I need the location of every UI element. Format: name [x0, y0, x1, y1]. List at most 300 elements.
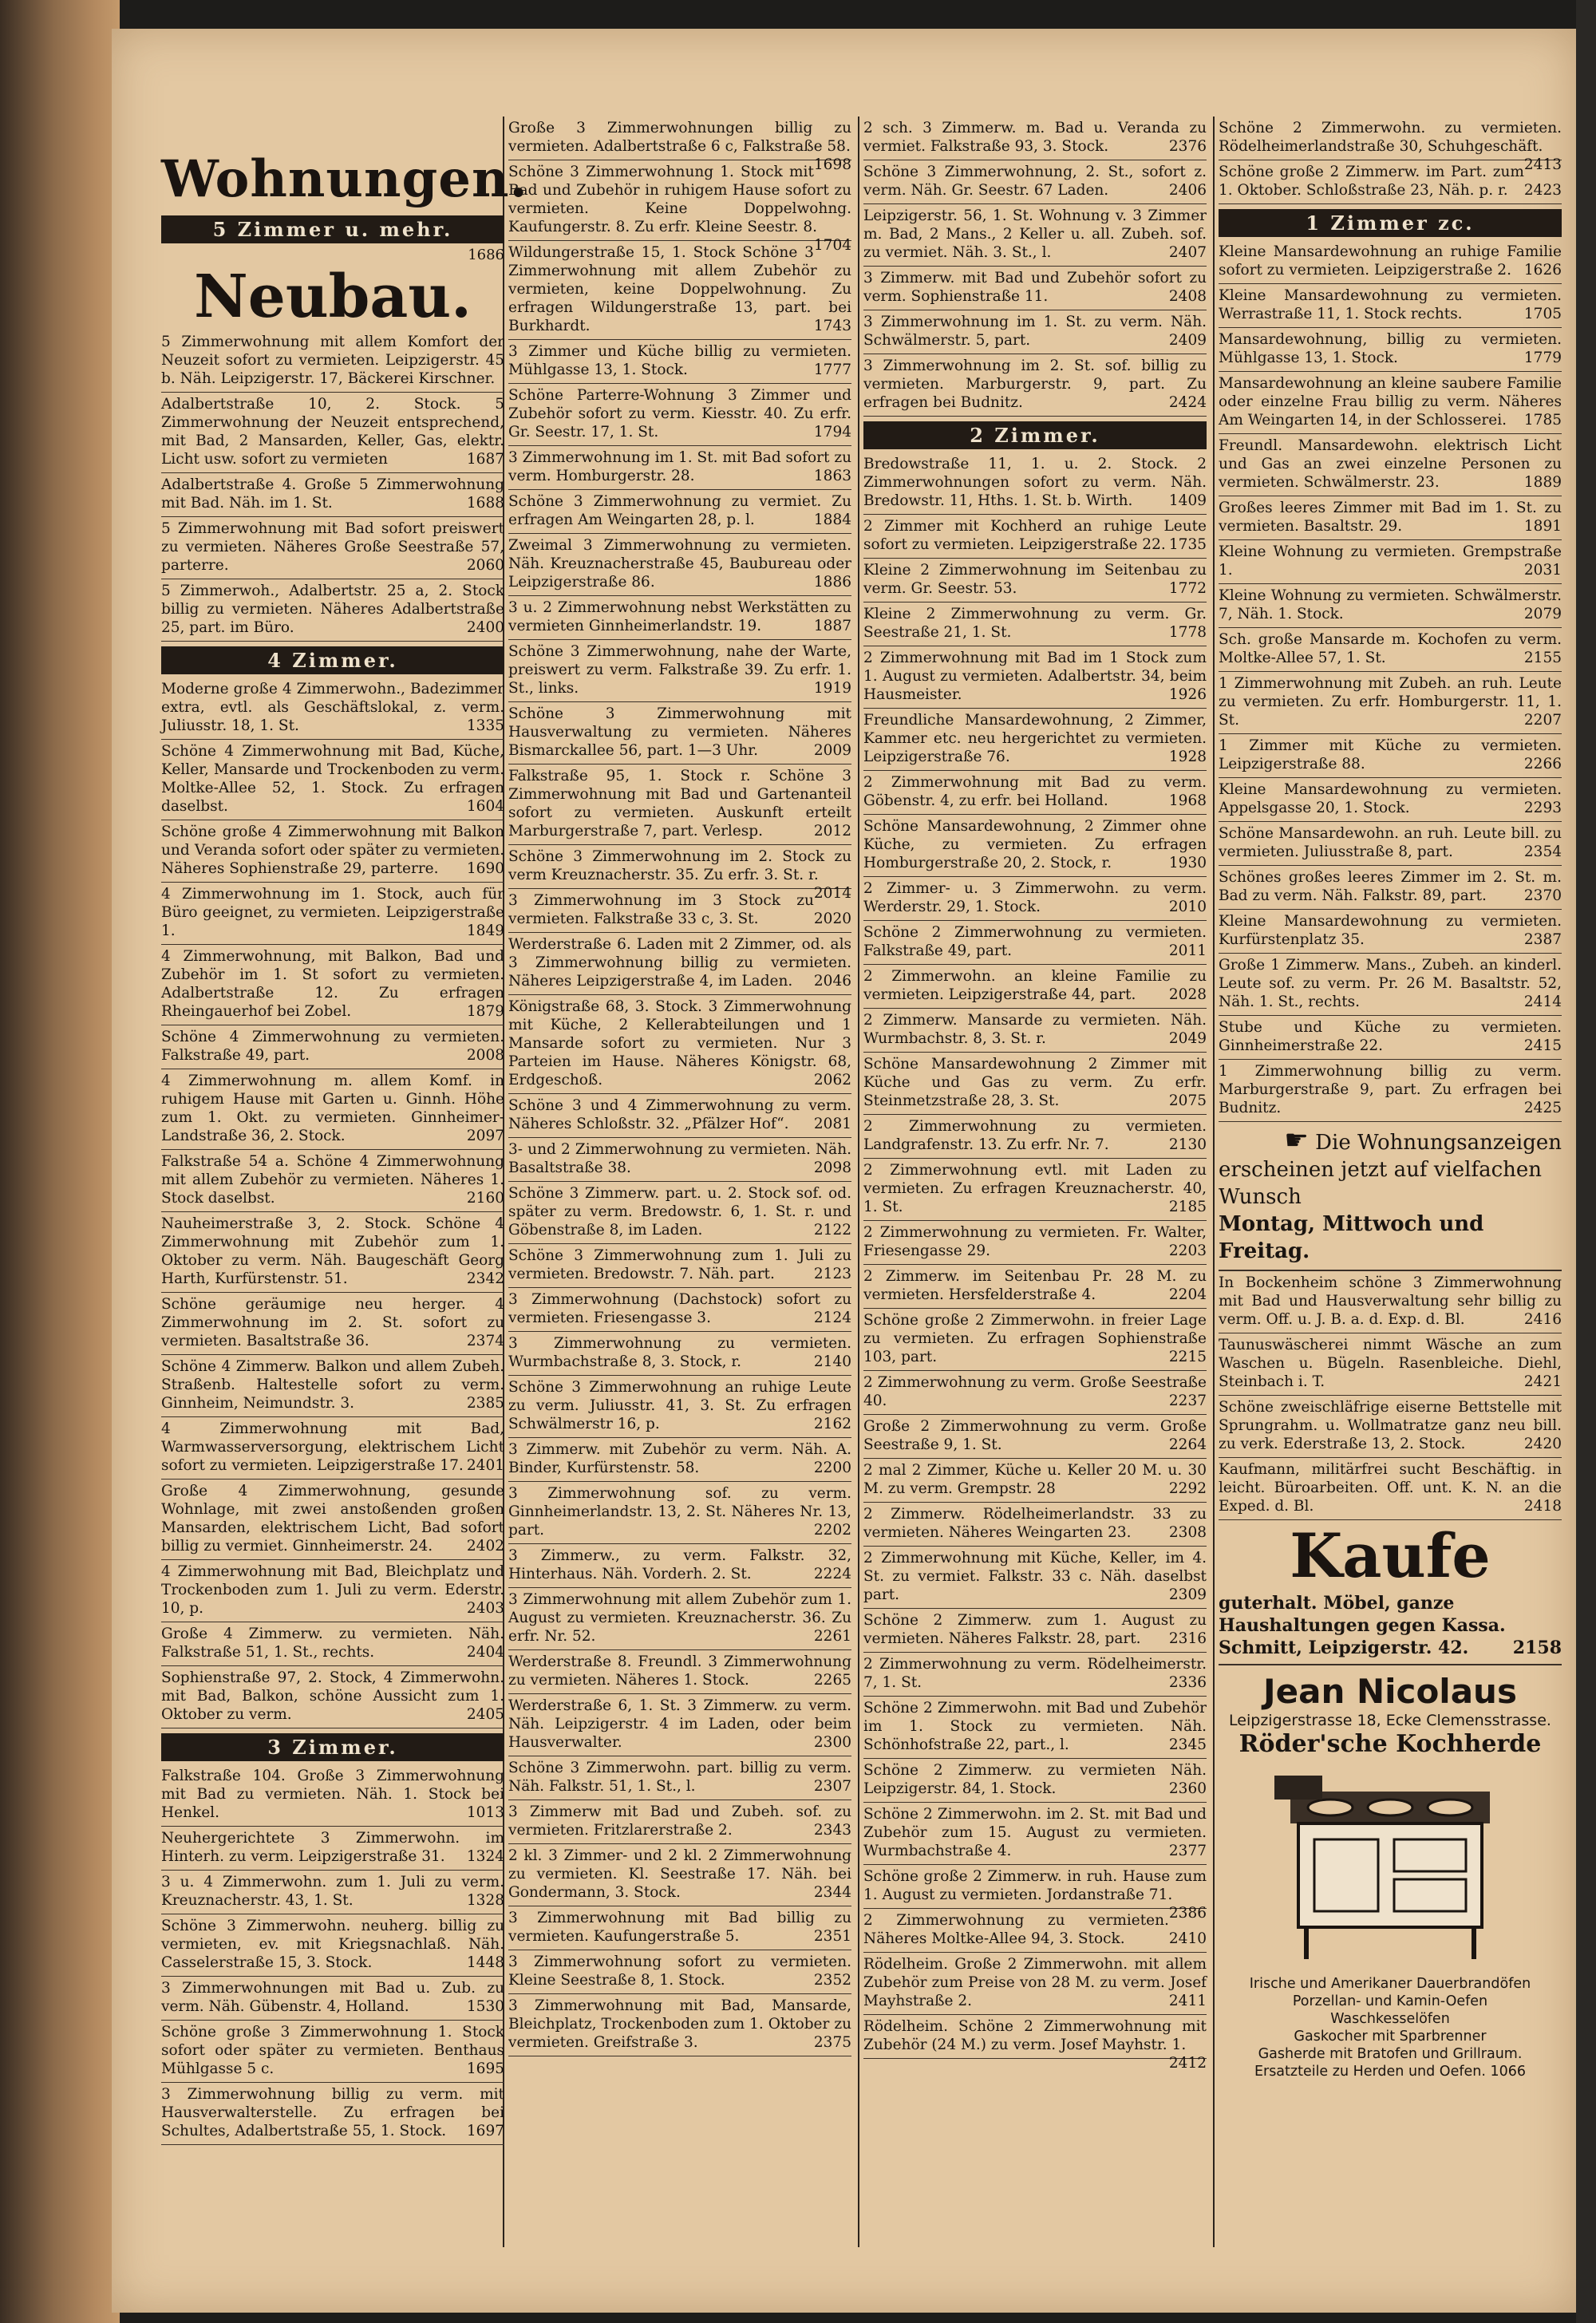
- ad-number: 2386: [1168, 1905, 1207, 1922]
- ad-number: 2265: [813, 1672, 851, 1689]
- ad-number: 1688: [466, 495, 504, 512]
- ad-text: Bredowstraße 11, 1. u. 2. Stock. 2 Zimmerwohnungen sofort zu verm. Näh. Bredowstr. 11, Hths. 1. St. b. Wirth.: [863, 456, 1207, 509]
- ad-text: Mansardewohnung, billig zu vermieten. Mühlgasse 13, 1. Stock.: [1219, 331, 1562, 366]
- ad-number: 2266: [1523, 756, 1562, 772]
- classified-ad: [161, 1914, 504, 1977]
- classified-ad: [863, 921, 1207, 965]
- ad-text: Mansardewohnung an kleine saubere Familie oder einzelne Frau billig zu verm. Näheres Am Weingarten 14, in der Schlosserei.: [1219, 375, 1562, 429]
- classified-ad: [863, 1221, 1207, 1265]
- ad-number: 2370: [1523, 887, 1562, 904]
- classified-ad: [863, 1865, 1207, 1922]
- ad-number: 1690: [466, 860, 504, 877]
- ad-text: Schöne 3 Zimmerwohnung 1. Stock mit Bad und Zubehör in ruhigem Hause sofort zu vermieten. Keine Doppelwohng. Kaufungerstr. 8. Zu erfr. Kleine Seestr. 8.: [508, 164, 851, 235]
- ad-text: Schöne 2 Zimmerwohnung zu vermieten. Falkstraße 49, part.: [863, 924, 1207, 959]
- advertiser-name: Jean Nicolaus: [1263, 1672, 1517, 1711]
- ad-number: 2414: [1523, 994, 1562, 1010]
- notice-line-2: erscheinen jetzt auf vielfachen Wunsch: [1219, 1158, 1543, 1209]
- ad-text: 5 Zimmerwoh., Adalbertstr. 25 a, 2. Stock billig zu vermieten. Näheres Adalbertstraße 25, part. im Büro.: [161, 583, 504, 636]
- ad-list-col3: [863, 117, 1207, 2072]
- ad-number: 2424: [1168, 394, 1207, 411]
- ad-number: 1697: [466, 2123, 504, 2139]
- classified-ad: [161, 820, 504, 883]
- kaufe-ad: [1219, 1592, 1562, 1665]
- ad-number: 1919: [813, 680, 851, 697]
- ad-text: Falkstraße 95, 1. Stock r. Schöne 3 Zimmerwohnung mit Bad und Gartenanteil sofort zu vermieten. Auskunft erteilt Marburgerstraße 7, part. Verlesp.: [508, 768, 851, 840]
- ad-number: 1849: [466, 922, 504, 939]
- classified-ad: [508, 1438, 851, 1482]
- ad-text: 4 Zimmerwohnung mit Bad, Bleichplatz und Trockenboden zum 1. Juli zu verm. Ederstr. 10, p.: [161, 1563, 504, 1617]
- ad-text: Schöne Mansardewohnung, 2 Zimmer ohne Küche, zu vermieten. Zu erfragen Homburgerstraße 20, 2. Stock, r.: [863, 818, 1207, 871]
- classified-ad: [161, 1150, 504, 1212]
- ad-number: 2410: [1168, 1930, 1207, 1947]
- ad-text: Große 4 Zimmerwohnung, gesunde Wohnlage, mit zwei anstoßenden großen Mansarden, elektrischem Licht, Bad sofort billig zu vermiet. Ginnheimerstr. 24.: [161, 1483, 504, 1555]
- ad-number: 2028: [1168, 986, 1207, 1003]
- classified-ad: [508, 702, 851, 764]
- ad-text: Schöne 2 Zimmerw. zu vermieten Näh. Leipzigerstr. 84, 1. Stock.: [863, 1762, 1207, 1797]
- product-line: Porzellan- und Kamin-Oefen: [1292, 1993, 1488, 2009]
- ad-text: 2 Zimmerwohnung evtl. mit Laden zu vermieten. Zu erfragen Kreuznacherstr. 40, 1. St.: [863, 1162, 1207, 1215]
- classified-ad: [863, 1009, 1207, 1053]
- classified-ad: [863, 515, 1207, 559]
- classified-ad: [161, 393, 504, 473]
- classified-ad: [161, 1560, 504, 1622]
- ad-number: 2203: [1168, 1242, 1207, 1259]
- ad-number: 2010: [1168, 899, 1207, 915]
- ad-number: 2308: [1168, 1524, 1207, 1541]
- classified-ad: [863, 1503, 1207, 1547]
- ad-text: 5 Zimmerwohnung mit Bad sofort preiswert zu vermieten. Näheres Große Seestraße 57, parterre.: [161, 520, 504, 574]
- ad-text: 3 Zimmerwohnung im 3 Stock zu vermieten. Falkstraße 33 c, 3. St.: [508, 892, 814, 927]
- ad-text: 3 Zimmerw. mit Bad und Zubehör sofort zu verm. Sophienstraße 11.: [863, 270, 1207, 305]
- section-label: 5 Zimmer u. mehr.: [212, 218, 453, 241]
- classified-ad: [863, 310, 1207, 354]
- ad-number: 1328: [466, 1892, 504, 1909]
- ad-number: 1779: [1523, 350, 1562, 366]
- ad-number: 1324: [466, 1848, 504, 1865]
- classified-ad: [1219, 540, 1562, 584]
- ad-number: 2418: [1523, 1498, 1562, 1515]
- ad-number: 2261: [813, 1628, 851, 1645]
- ad-number: 2046: [813, 973, 851, 990]
- notice-box: [1219, 1122, 1562, 1271]
- ad-text: Schöne Parterre-Wohnung 3 Zimmer und Zubehör sofort zu verm. Kiesstr. 40. Zu erfr. Gr. Seestr. 17, 1. St.: [508, 387, 851, 441]
- ad-text: Schöne große 3 Zimmerwohnung 1. Stock sofort oder später zu vermieten. Benthaus Mühlgasse 5 c.: [161, 2024, 504, 2077]
- ad-text: Schöne 3 Zimmerwohn. part. billig zu verm. Näh. Falkstr. 51, 1. St., l.: [508, 1760, 851, 1795]
- ad-number: 2009: [813, 742, 851, 759]
- ad-number: 2215: [1168, 1349, 1207, 1365]
- ad-number: 1530: [466, 1998, 504, 2015]
- ad-text: In Bockenheim schöne 3 Zimmerwohnung mit Bad und Hausverwaltung sehr billig zu verm. Off. u. J. B. a. d. Exp. d. Bl.: [1219, 1274, 1562, 1328]
- ad-text: Schöne 4 Zimmerwohnung zu vermieten. Falkstraße 49, part.: [161, 1029, 504, 1064]
- classified-ad: [1219, 672, 1562, 734]
- classified-ad: [508, 1694, 851, 1756]
- stove-illustration: [1258, 1768, 1522, 1967]
- notice-line-1: Die Wohnungsanzeigen: [1315, 1131, 1562, 1155]
- ad-number: 1891: [1523, 518, 1562, 535]
- ad-text: Werderstraße 8. Freundl. 3 Zimmerwohnung zu vermieten. Näheres 1. Stock.: [508, 1653, 851, 1689]
- classified-ad: [508, 1950, 851, 1994]
- ad-number: 2008: [466, 1047, 504, 1064]
- ad-number: 1785: [1523, 412, 1562, 429]
- classified-ad: [863, 709, 1207, 771]
- ad-number: 2140: [813, 1353, 851, 1370]
- classified-ad: [863, 1609, 1207, 1653]
- ad-text: Kleine Mansardewohnung an ruhige Familie sofort zu vermieten. Leipzigerstraße 2.: [1219, 243, 1562, 279]
- column-2: [508, 117, 851, 2056]
- ad-number: 2224: [813, 1566, 851, 1582]
- ad-number: 1884: [813, 512, 851, 528]
- ad-text: 2 Zimmerw. Rödelheimerlandstr. 33 zu vermieten. Näheres Weingarten 23.: [863, 1506, 1207, 1541]
- classified-ad: [1219, 496, 1562, 540]
- classified-ad: [161, 1827, 504, 1871]
- ad-number: 2081: [813, 1116, 851, 1132]
- classified-ad: [161, 1764, 504, 1827]
- ad-number: 1926: [1168, 686, 1207, 703]
- ad-number: 2207: [1523, 712, 1562, 729]
- ad-text: 2 Zimmer mit Kochherd an ruhige Leute sofort zu vermieten. Leipzigerstraße 22.: [863, 518, 1207, 553]
- ad-text: 3 Zimmer und Küche billig zu vermieten. Mühlgasse 13, 1. Stock.: [508, 343, 851, 378]
- ad-number: 1928: [1168, 749, 1207, 765]
- ad-text: 2 Zimmerwohnung mit Bad zu verm. Göbenstr. 4, zu erfr. bei Holland.: [863, 774, 1207, 809]
- ad-number: 2185: [1168, 1199, 1207, 1215]
- classified-ad: [508, 1094, 851, 1138]
- ad-text: 3 Zimmerwohnung mit allem Zubehör zum 1. August zu vermieten. Kreuznacherstr. 36. Zu erfr. Nr. 52.: [508, 1591, 851, 1645]
- classified-ad: [508, 764, 851, 845]
- ad-number: 1604: [466, 798, 504, 815]
- classified-ad: [161, 740, 504, 820]
- classified-ad: [863, 160, 1207, 204]
- classified-ad: [863, 965, 1207, 1009]
- classified-ad: [1219, 1016, 1562, 1060]
- classified-ad: [863, 1265, 1207, 1309]
- ad-number: 1772: [1168, 580, 1207, 597]
- ad-number: 2264: [1168, 1436, 1207, 1453]
- ad-number: 2402: [466, 1538, 504, 1555]
- ad-number: 1335: [466, 717, 504, 734]
- classified-ad: [508, 384, 851, 446]
- classified-ad: [161, 1355, 504, 1417]
- ad-number: 2336: [1168, 1674, 1207, 1691]
- ad-text: Kleine Mansardewohnung zu vermieten. Werrastraße 11, 1. Stock rechts.: [1219, 287, 1562, 322]
- ad-text: 3 Zimmerw., zu verm. Falkstr. 32, Hinterhaus. Näh. Vorderh. 2. St.: [508, 1547, 851, 1582]
- ad-number: 2300: [813, 1734, 851, 1751]
- ad-number: 2011: [1168, 942, 1207, 959]
- ad-text: Schöne 3 Zimmerwohnung an ruhige Leute zu verm. Juliusstr. 41, 3. St. Zu erfragen Schwälmerstr 16, p.: [508, 1379, 851, 1432]
- classified-ad: [161, 1293, 504, 1355]
- ad-number: 2098: [813, 1160, 851, 1176]
- kaufe-text: guterhalt. Möbel, ganze Haushaltungen gegen Kassa. Schmitt, Leipzigerstr. 42.: [1219, 1593, 1506, 1658]
- ad-number: 1687: [466, 451, 504, 468]
- ad-number: 2376: [1168, 138, 1207, 155]
- ad-number: 2060: [466, 557, 504, 574]
- ad-text: Adalbertstraße 4. Große 5 Zimmerwohnung mit Bad. Näh. im 1. St.: [161, 476, 504, 512]
- ad-text: Schöne große 2 Zimmerwohn. in freier Lage zu vermieten. Zu erfragen Sophienstraße 103, part.: [863, 1312, 1207, 1365]
- classified-ad: [508, 117, 851, 173]
- ad-text: Schöne 4 Zimmerwohnung mit Bad, Küche, Keller, Mansarde und Trockenboden zu verm. Moltke-Allee 52, 1. Stock. Zu erfragen daselbst.: [161, 743, 504, 815]
- classified-ad: [161, 330, 504, 393]
- classified-ad: [863, 1115, 1207, 1159]
- product-line: Ersatzteile zu Herden und Oefen.: [1254, 2064, 1486, 2080]
- newspaper-page: [112, 29, 1576, 2313]
- pointing-hand-icon: ☛: [1284, 1124, 1309, 1156]
- ad-text: Große 4 Zimmerw. zu vermieten. Näh. Falkstraße 51, 1. St., rechts.: [161, 1626, 504, 1661]
- ad-text: Schöne große 2 Zimmerw. im Part. zum 1. Oktober. Schloßstraße 23, Näh. p. r.: [1219, 164, 1524, 199]
- classified-ad: [863, 1547, 1207, 1609]
- ad-number: 1409: [1168, 492, 1207, 509]
- classified-ad: [161, 517, 504, 579]
- classified-ad: [863, 267, 1207, 310]
- ad-text: Schöne 3 Zimmerwohnung, 2. St., sofort z. verm. Näh. Gr. Seestr. 67 Laden.: [863, 164, 1207, 199]
- section-header: 2 Zimmer.: [863, 421, 1207, 449]
- ad-text: Schöne Mansardewohn. an ruh. Leute bill. zu vermieten. Juliusstraße 8, part.: [1219, 825, 1562, 860]
- ad-number: 1743: [813, 318, 851, 334]
- ad-number: 2292: [1168, 1480, 1207, 1497]
- ad-number: 2012: [813, 823, 851, 840]
- classified-ad: [1219, 328, 1562, 372]
- classified-ad: [1219, 910, 1562, 954]
- classified-ad: [508, 1844, 851, 1906]
- ad-number: 2404: [466, 1644, 504, 1661]
- ad-list-col1: [161, 330, 504, 2145]
- classified-ad: [1219, 584, 1562, 628]
- ad-number: 1863: [813, 468, 851, 484]
- ad-text: 3 Zimmerwohnung im 1. St. mit Bad sofort zu verm. Homburgerstr. 28.: [508, 449, 851, 484]
- ad-number: 2420: [1523, 1436, 1562, 1452]
- ad-text: Große 1 Zimmerw. Mans., Zubeh. an kinderl. Leute sof. zu verm. Pr. 26 M. Basaltstr. 52, Näh. 1. St., rechts.: [1219, 957, 1562, 1010]
- ad-text: 3 Zimmerwohnung sofort zu vermieten. Kleine Seestraße 8, 1. Stock.: [508, 1954, 851, 1989]
- ad-text: 2 Zimmerwohnung mit Küche, Keller, im 4. St. zu vermiet. Falkstr. 33 c. Näh. daselbst part.: [863, 1550, 1207, 1603]
- classified-ad: [1219, 1458, 1562, 1520]
- ad-number: 2342: [466, 1270, 504, 1287]
- classified-ad: [161, 883, 504, 945]
- ad-number: 2415: [1523, 1037, 1562, 1054]
- ad-text: Schönes großes leeres Zimmer im 2. St. m. Bad zu verm. Näh. Falkstr. 89, part.: [1219, 869, 1562, 904]
- page-title: Wohnungen.: [161, 149, 528, 209]
- classified-ad: [508, 889, 851, 933]
- jean-nicolaus-ad: [1219, 1672, 1562, 2080]
- ad-number: 2124: [813, 1310, 851, 1326]
- ad-number: 2374: [466, 1333, 504, 1349]
- classified-ad: [863, 771, 1207, 815]
- ad-number: 2411: [1168, 1993, 1207, 2009]
- ad-number: 2237: [1168, 1393, 1207, 1409]
- ad-text: 1 Zimmer mit Küche zu vermieten. Leipzigerstraße 88.: [1219, 737, 1562, 772]
- ad-text: Schöne Mansardewohnung 2 Zimmer mit Küche und Gas zu verm. Zu erfr. Steinmetzstraße 28, 3. St.: [863, 1056, 1207, 1109]
- classified-ad: [161, 1666, 504, 1728]
- classified-ad: [863, 646, 1207, 709]
- classified-ad: [508, 1994, 851, 2056]
- book-binding: [0, 0, 120, 2323]
- ad-text: 2 Zimmerwohnung zu vermieten. Landgrafenstr. 13. Zu erfr. Nr. 7.: [863, 1118, 1207, 1153]
- classified-ad: [161, 1069, 504, 1150]
- product-line: Waschkesselöfen: [1330, 2011, 1450, 2027]
- ad-number: 2155: [1523, 650, 1562, 666]
- classified-ad: [161, 2021, 504, 2083]
- ad-text: 3 Zimmerwohnung mit Bad billig zu vermieten. Kaufungerstraße 5.: [508, 1910, 851, 1945]
- ad-text: 2 Zimmerwohn. an kleine Familie zu vermieten. Leipzigerstraße 44, part.: [863, 968, 1207, 1003]
- classified-ad: [863, 117, 1207, 160]
- section-header: 4 Zimmer.: [161, 646, 504, 674]
- ad-number: 2377: [1168, 1843, 1207, 1859]
- ad-text: Kleine Wohnung zu vermieten. Schwälmerstr. 7, Näh. 1. Stock.: [1219, 587, 1562, 622]
- classified-ad: [508, 1588, 851, 1650]
- classified-ad: [161, 1480, 504, 1560]
- ad-number: 1705: [1523, 306, 1562, 322]
- classified-ad: [863, 1953, 1207, 2015]
- classified-ad: [508, 1544, 851, 1588]
- ad-text: 3 Zimmerwohnung sof. zu verm. Ginnheimerlandstr. 13, 2. St. Näheres Nr. 13, part.: [508, 1485, 851, 1539]
- ad-number: 2158: [1512, 1638, 1562, 1658]
- ad-number: 2075: [1168, 1092, 1207, 1109]
- ad-number: 2401: [466, 1457, 504, 1474]
- column-4: [1219, 117, 1562, 2080]
- ad-number: 2345: [1168, 1736, 1207, 1753]
- classified-ad: [508, 1376, 851, 1438]
- classified-ad: [863, 1459, 1207, 1503]
- ad-text: 4 Zimmerwohnung im 1. Stock, auch für Büro geeignet, zu vermieten. Leipzigerstraße 1.: [161, 886, 504, 939]
- classified-ad: [863, 815, 1207, 877]
- ad-number: 2343: [813, 1822, 851, 1839]
- ad-number: 2425: [1523, 1100, 1562, 1116]
- classified-ad: [161, 1025, 504, 1069]
- ad-text: Schöne 3 Zimmerwohnung, nahe der Warte, preiswert zu verm. Falkstraße 39. Zu erfr. 1. St., links.: [508, 643, 851, 697]
- ad-text: Zweimal 3 Zimmerwohnung zu vermieten. Näh. Kreuznacherstraße 45, Baubureau oder Leipzigerstraße 86.: [508, 537, 851, 591]
- classified-ad: [508, 1244, 851, 1288]
- ad-text: 3 Zimmerw. mit Zubehör zu verm. Näh. A. Binder, Kurfürstenstr. 58.: [508, 1441, 851, 1476]
- classified-ad: [1219, 160, 1562, 204]
- classified-ad: [1219, 954, 1562, 1016]
- ad-text: Falkstraße 104. Große 3 Zimmerwohnung mit Bad zu vermieten. Näh. 1. Stock bei Henkel.: [161, 1768, 504, 1821]
- advertiser-address: Leipzigerstrasse 18, Ecke Clemensstrasse.: [1229, 1712, 1551, 1729]
- column-rule: [858, 117, 859, 2247]
- classified-ad: [508, 490, 851, 534]
- classified-ad: [863, 602, 1207, 646]
- classified-ad: [161, 1622, 504, 1666]
- ad-number: 2097: [466, 1128, 504, 1144]
- classified-ad: [508, 1800, 851, 1844]
- ad-number: 2403: [466, 1600, 504, 1617]
- section-header: 1 Zimmer zc.: [1219, 209, 1562, 237]
- ad-number: 2200: [813, 1460, 851, 1476]
- ad-text: Sophienstraße 97, 2. Stock, 4 Zimmerwohn. mit Bad, Balkon, schöne Aussicht zum 1. Oktober zu verm.: [161, 1669, 504, 1723]
- column-3: [863, 117, 1207, 2072]
- ad-text: 2 Zimmerwohnung zu verm. Große Seestraße 40.: [863, 1374, 1207, 1409]
- ad-list-col4: [1219, 117, 1562, 1122]
- ad-number: 2352: [813, 1972, 851, 1989]
- ad-number: 2020: [813, 911, 851, 927]
- ad-text: Adalbertstraße 10, 2. Stock. 5 Zimmerwohnung der Neuzeit entsprechend, mit Bad, 2 Mansarden, Keller, Gas, elektr. Licht usw. sofort zu vermieten: [161, 396, 504, 468]
- ad-text: Nauheimerstraße 3, 2. Stock. Schöne 4 Zimmerwohnung mit Zubehör zum 1. Oktober zu verm. Näh. Baugeschäft Georg Harth, Kurfürstenstr. 51.: [161, 1215, 504, 1287]
- ad-number: 2407: [1168, 244, 1207, 261]
- classified-ad: [863, 1653, 1207, 1697]
- ad-number: 2408: [1168, 288, 1207, 305]
- classified-ad: [508, 596, 851, 640]
- classified-ad: [161, 473, 504, 517]
- ad-text: 2 Zimmer- u. 3 Zimmerwohn. zu verm. Werderstr. 29, 1. Stock.: [863, 880, 1207, 915]
- ad-number: 1704: [813, 237, 851, 254]
- classified-ad: [508, 933, 851, 995]
- ad-text: Schöne zweischläfrige eiserne Bettstelle mit Sprungrahm. u. Wollmatratze ganz neu bill. zu verk. Ederstraße 13, 2. Stock.: [1219, 1399, 1562, 1452]
- ad-number: 1879: [466, 1003, 504, 1020]
- classified-ad: [508, 1288, 851, 1332]
- ad-text: Schöne 2 Zimmerwohn. mit Bad und Zubehör im 1. Stock zu vermieten. Näh. Schönhofstraße 22, part., l.: [863, 1700, 1207, 1753]
- ad-number: 2031: [1523, 562, 1562, 579]
- ad-text: Leipzigerstr. 56, 1. St. Wohnung v. 3 Zimmer m. Bad, 2 Mans., 2 Keller u. all. Zubeh. sof. zu vermiet. Näh. 3. St., l.: [863, 207, 1207, 261]
- ad-number: 2416: [1523, 1311, 1562, 1328]
- ad-number: 1777: [813, 361, 851, 378]
- classified-ad: [508, 1756, 851, 1800]
- ad-text: Kleine Wohnung zu vermieten. Grempstraße 1.: [1219, 543, 1562, 579]
- ad-number: 2293: [1523, 800, 1562, 816]
- ad-number: 1930: [1168, 855, 1207, 871]
- ad-number: 2412: [1168, 2055, 1207, 2072]
- ad-number: 1066: [1490, 2064, 1527, 2080]
- ad-number: 2202: [813, 1522, 851, 1539]
- classified-ad: [1219, 284, 1562, 328]
- classified-ad: [863, 2015, 1207, 2072]
- ad-number: 2354: [1523, 843, 1562, 860]
- ad-text: Schöne 3 und 4 Zimmerwohnung zu verm. Näheres Schloßstr. 32. „Pfälzer Hof“.: [508, 1097, 851, 1132]
- classified-ad: [863, 1909, 1207, 1953]
- ad-number: 2160: [466, 1190, 504, 1207]
- ad-number: 1695: [466, 2060, 504, 2077]
- ad-text: Neuhergerichtete 3 Zimmerwohn. im Hinterh. zu verm. Leipzigerstraße 31.: [161, 1830, 504, 1865]
- ad-text: Schöne geräumige neu herger. 4 Zimmerwohnung im 2. St. sofort zu vermieten. Basaltstraße 36.: [161, 1296, 504, 1349]
- ad-number: 2122: [813, 1222, 851, 1239]
- ad-text: Freundliche Mansardewohnung, 2 Zimmer, Kammer etc. neu hergerichtet zu vermieten. Leipzigerstraße 76.: [863, 712, 1207, 765]
- classified-ad: [1219, 1396, 1562, 1458]
- classified-ad: [1219, 778, 1562, 822]
- ad-text: Großes leeres Zimmer mit Bad im 1. St. zu vermieten. Basaltstr. 29.: [1219, 500, 1562, 535]
- ad-number: 2344: [813, 1884, 851, 1901]
- ad-number: 1887: [813, 618, 851, 634]
- ad-list-col4-b: [1219, 1271, 1562, 1520]
- ad-text: 4 Zimmerwohnung m. allem Komf. in ruhigem Hause mit Garten u. Ginnh. Höhe zum 1. Okt. zu vermieten. Ginnheimer-Landstraße 36, 2. Stock.: [161, 1073, 504, 1144]
- ad-number: 2409: [1168, 332, 1207, 349]
- ad-text: 3 u. 2 Zimmerwohnung nebst Werkstätten zu vermieten Ginnheimerlandstr. 19.: [508, 599, 851, 634]
- ad-text: 2 Zimmerw. Mansarde zu vermieten. Näh. Wurmbachstr. 8, 3. St. r.: [863, 1012, 1207, 1047]
- kaufe-heading: Kaufe: [1290, 1520, 1491, 1591]
- classified-ad: [508, 534, 851, 596]
- classified-ad: [1219, 1060, 1562, 1122]
- ad-text: Werderstraße 6, 1. St. 3 Zimmerw. zu verm. Näh. Leipzigerstr. 4 im Laden, oder beim Hausverwalter.: [508, 1697, 851, 1751]
- ad-text: 1 Zimmerwohnung mit Zubeh. an ruh. Leute zu vermieten. Zu erfr. Homburgerstr. 11, 1. St.: [1219, 675, 1562, 729]
- ad-text: Freundl. Mansardewohn. elektrisch Licht und Gas an zwei einzelne Personen zu vermieten. Schwälmerstr. 23.: [1219, 437, 1562, 491]
- ad-number: 1735: [1168, 536, 1207, 553]
- ad-number: 2421: [1523, 1373, 1562, 1390]
- ad-text: Schöne 3 Zimmerwohnung zum 1. Juli zu vermieten. Bredowstr. 7. Näh. part.: [508, 1247, 851, 1282]
- ad-text: Kleine Mansardewohnung zu vermieten. Appelsgasse 20, 1. Stock.: [1219, 781, 1562, 816]
- ad-number: 1626: [1523, 262, 1562, 279]
- ad-number: 1886: [813, 574, 851, 591]
- classified-ad: [1219, 1333, 1562, 1396]
- ad-text: 2 Zimmerw. im Seitenbau Pr. 28 M. zu vermieten. Hersfelderstraße 4.: [863, 1268, 1207, 1303]
- ad-text: Schöne 2 Zimmerwohn. zu vermieten. Rödelheimerlandstraße 30, Schuhgeschäft.: [1219, 120, 1562, 155]
- ad-text: Falkstraße 54 a. Schöne 4 Zimmerwohnung mit allem Zubehör zu vermieten. Näheres 1. Stock daselbst.: [161, 1153, 504, 1207]
- ad-number: 2360: [1168, 1780, 1207, 1797]
- ad-text: Schöne große 4 Zimmerwohnung mit Balkon und Veranda sofort oder später zu vermieten. Näheres Sophienstraße 29, parterre.: [161, 824, 504, 877]
- ad-number: 1448: [466, 1954, 504, 1971]
- ad-number: 2423: [1523, 182, 1562, 199]
- ad-text: 4 Zimmerwohnung, mit Balkon, Bad und Zubehör im 1. St sofort zu vermieten. Adalbertstraße 12. Zu erfragen Rheingauerhof bei Zobel.: [161, 948, 504, 1020]
- ad-text: 3 Zimmerwohnungen mit Bad u. Zub. zu verm. Näh. Gübenstr. 4, Holland.: [161, 1980, 504, 2015]
- classified-ad: [161, 1977, 504, 2021]
- ad-number: 2309: [1168, 1586, 1207, 1603]
- classified-ad: [863, 1309, 1207, 1371]
- classified-ad: [161, 678, 504, 740]
- ad-text: 3 Zimmerwohnung im 1. St. zu verm. Näh. Schwälmerstr. 5, part.: [863, 314, 1207, 349]
- ad-text: 2 mal 2 Zimmer, Küche u. Keller 20 M. u. 30 M. zu verm. Grempstr. 28: [863, 1462, 1207, 1497]
